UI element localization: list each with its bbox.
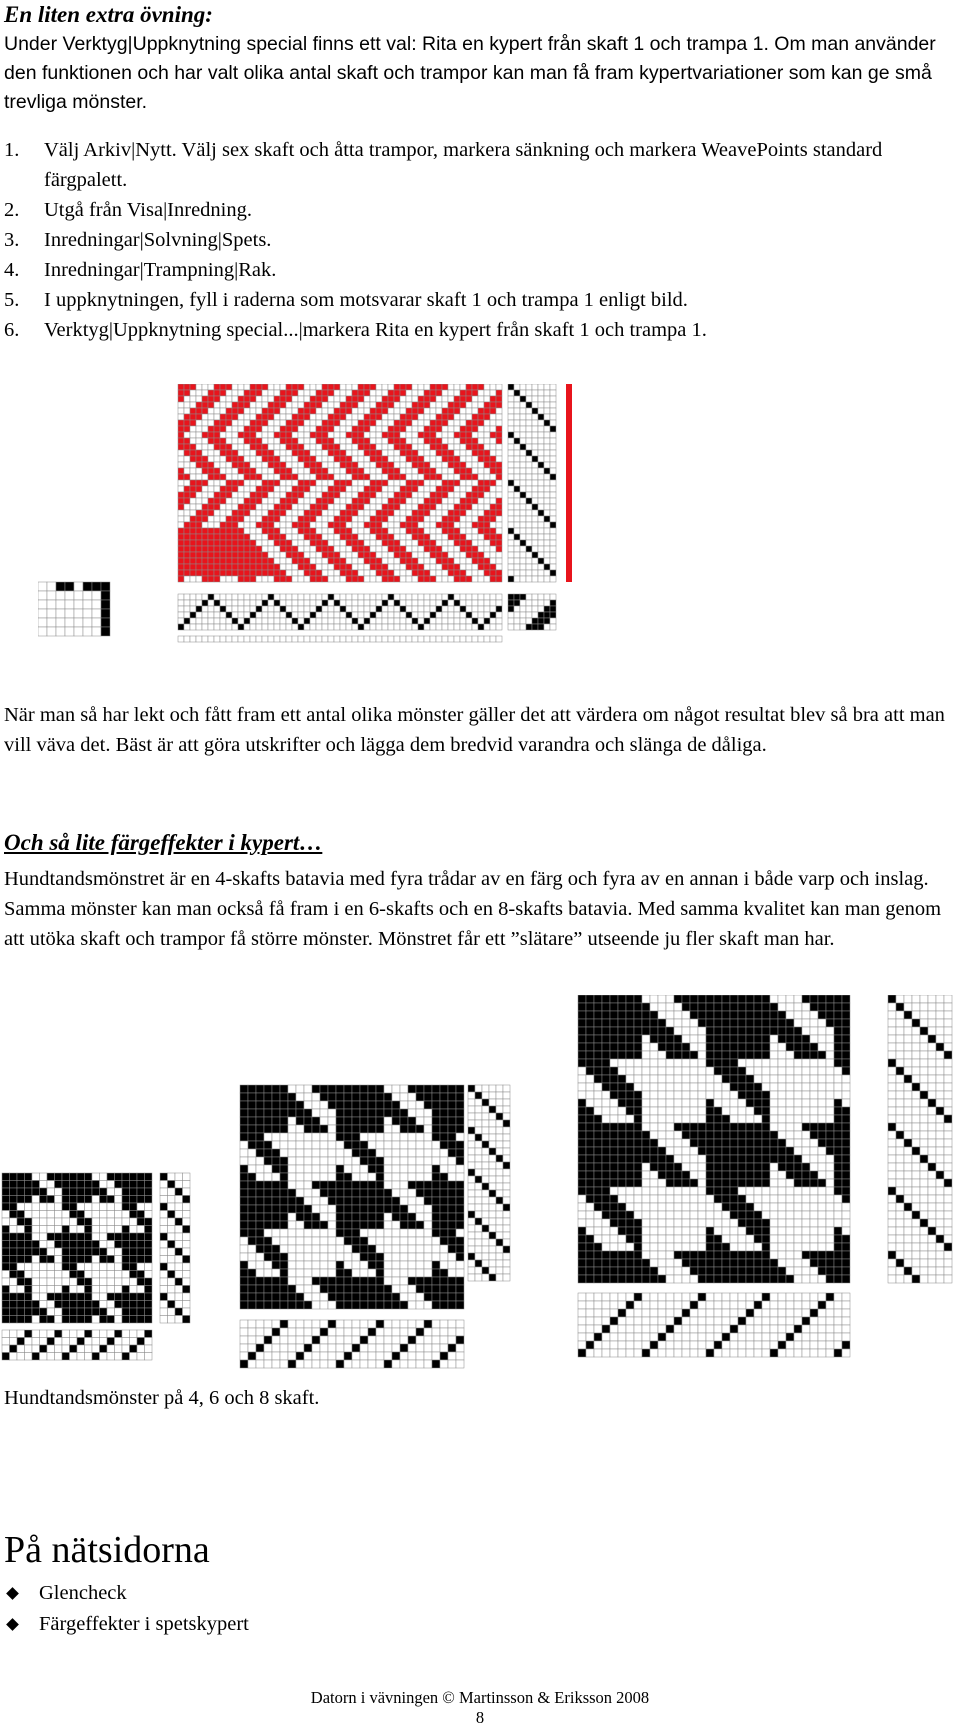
houndstooth-6-threading [240,1320,464,1368]
houndstooth-6-drawdown [240,1085,464,1309]
houndstooth-caption: Hundtandsmönster på 4, 6 och 8 skaft. [4,1387,320,1409]
bullet-icon [6,1618,19,1631]
tieup-grid [508,594,556,630]
houndstooth-4-threading [2,1330,152,1360]
step-item: 3. Inredningar|Solvning|Spets. [4,229,272,251]
bullet-icon [6,1587,19,1600]
link-item[interactable]: Glencheck [4,1578,249,1609]
treadling-grid [508,384,556,582]
houndstooth-8-threading [578,1293,850,1357]
houndstooth-drafts-figure [0,995,960,1385]
footer-credit: Datorn i vävningen © Martinsson & Eriksson 2008 [310,1688,650,1707]
threading-grid [178,594,502,630]
step-item: 1. Välj Arkiv|Nytt. Välj sex skaft och åtta trampor, markera sänkning och markera WeavePoints standard färgpalett. [4,139,883,191]
houndstooth-6-treadling [468,1085,510,1281]
houndstooth-4-treadling [160,1173,190,1323]
evaluation-paragraph: När man så har lekt och fått fram ett antal olika mönster gäller det att värdera om något resultat blev så bra att man vill väva det. Bäst är att göra utskrifter och lägga dem bredvid varandra och slänga de dåliga. [4,704,945,756]
link-item[interactable]: Färgeffekter i spetskypert [4,1609,249,1640]
step-item: 2. Utgå från Visa|Inredning. [4,199,253,221]
houndstooth-paragraph: Hundtandsmönstret är en 4-skafts batavia med fyra trådar av en färg och fyra av en annan i både varp och inslag. Samma mönster kan man också få fram i en 6-skafts och en 8-skafts batavia. Med samma kvalitet kan man genom att utöka skaft och trampor få större mönster. Mönstret får ett ”slätare” utseende ju fler skaft man har. [4,868,942,950]
houndstooth-4-drawdown [2,1173,152,1323]
web-links-list [4,1578,249,1640]
footer [0,1688,960,1728]
step-item: 4. Inredningar|Trampning|Rak. [4,259,277,281]
twill-draft-figure [38,384,578,646]
houndstooth-8-treadling [888,995,952,1283]
color-effects-heading: Och så lite färgeffekter i kypert… [4,830,323,855]
exercise-intro: Under Verktyg|Uppknytning special finns ett val: Rita en kypert från skaft 1 och trampa 1. Om man använder den funktionen och har valt olika antal skaft och trampor kan man få fram kypertvariationer som kan ge små trevliga mönster. [4,33,936,113]
exercise-steps [4,135,924,345]
page-number: 8 [475,1708,485,1727]
weft-color-bar [566,384,572,582]
drawdown-grid [178,384,502,582]
step-item: 6. Verktyg|Uppknytning special...|markera Rita en kypert från skaft 1 och trampa 1. [4,319,707,341]
houndstooth-8-drawdown [578,995,850,1283]
exercise-heading: En liten extra övning: [4,2,213,27]
step-item: 5. I uppknytningen, fyll i raderna som motsvarar skaft 1 och trampa 1 enligt bild. [4,289,688,311]
web-pages-heading: På nätsidorna [4,1529,210,1571]
tieup-example-grid [38,582,110,636]
warp-color-bar [178,636,502,642]
